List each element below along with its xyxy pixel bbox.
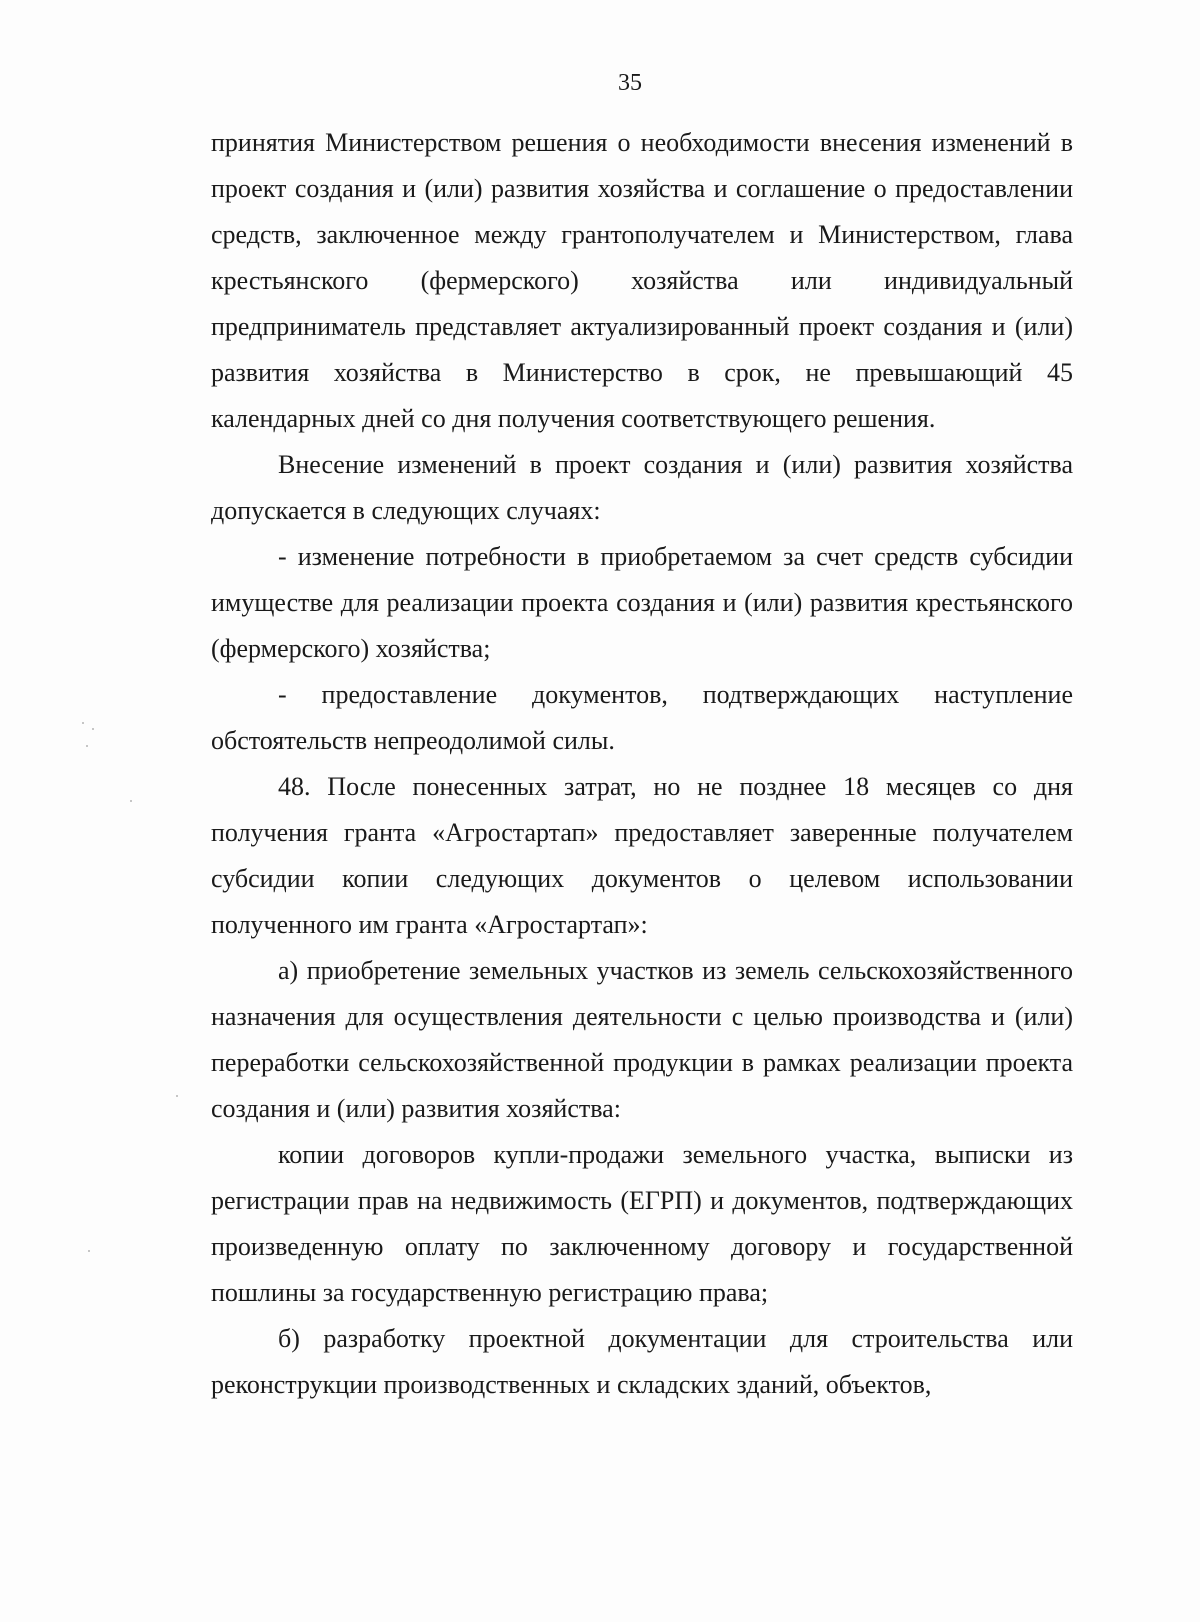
list-item-force-majeure: - предоставление документов, подтверждающих наступление обстоятельств непреодолимой силы.: [211, 680, 1073, 755]
item-b-project-documentation: б) разработку проектной документации для строительства или реконструкции производственных и складских зданий, объектов,: [211, 1324, 1073, 1399]
scan-artifact: [82, 722, 84, 724]
paragraph-48: 48. После понесенных затрат, но не позднее 18 месяцев со дня получения гранта «Агростартап» предоставляет заверенные получателем субсидии копии следующих документов о целевом использовании полученного им гранта «Агростартап»:: [211, 772, 1073, 939]
item-a-land-purchase: а) приобретение земельных участков из земель сельскохозяйственного назначения для осуществления деятельности с целью производства и (или) переработки сельскохозяйственной продукции в рамках реализации проекта создания и (или) развития хозяйства:: [211, 956, 1073, 1123]
page-number: 35: [618, 70, 642, 96]
scan-artifact: [176, 1095, 178, 1097]
scan-artifact: [88, 1250, 90, 1252]
document-body: [211, 120, 1073, 1408]
scan-artifact: [130, 800, 132, 802]
paragraph-changes-allowed: Внесение изменений в проект создания и (или) развития хозяйства допускается в следующих случаях:: [211, 450, 1073, 525]
scan-artifact: [92, 728, 94, 730]
list-item-need-change: - изменение потребности в приобретаемом за счет средств субсидии имуществе для реализации проекта создания и (или) развития крестьянского (фермерского) хозяйства;: [211, 542, 1073, 663]
paragraph-land-documents: копии договоров купли-продажи земельного участка, выписки из регистрации прав на недвижимость (ЕГРП) и документов, подтверждающих произведенную оплату по заключенному договору и государственной пошлины за государственную регистрацию права;: [211, 1140, 1073, 1307]
scan-artifact: [86, 745, 88, 747]
paragraph-continuation: принятия Министерством решения о необходимости внесения изменений в проект создания и (или) развития хозяйства и соглашение о предоставлении средств, заключенное между грантополучателем и Министерством, глава крестьянского (фермерского) хозяйства или индивидуальный предприниматель представляет актуализированный проект создания и (или) развития хозяйства в Министерство в срок, не превышающий 45 календарных дней со дня получения соответствующего решения.: [211, 128, 1073, 433]
